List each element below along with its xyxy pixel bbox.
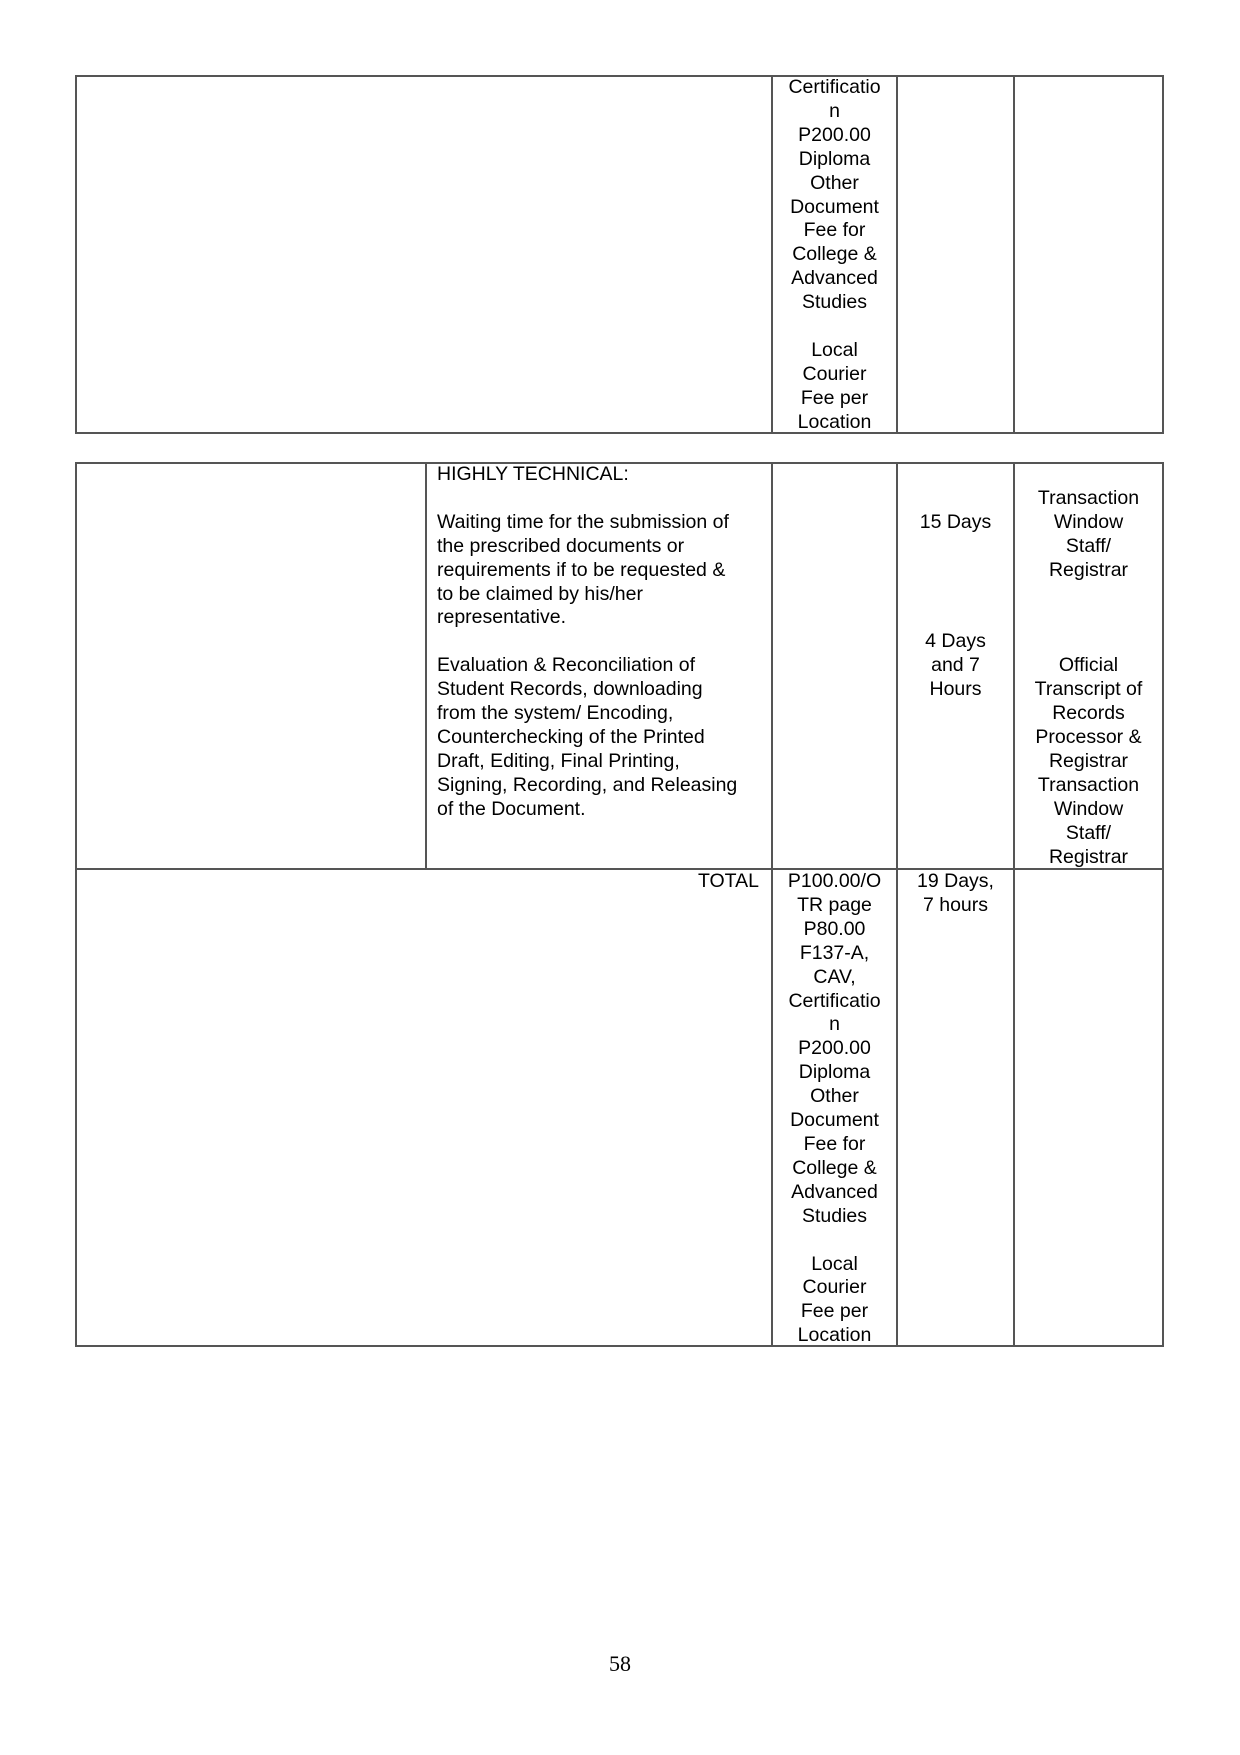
fee-cell: Certificatio n P200.00 Diploma Other Document Fee for College & Advanced Studies Local Courier Fee per Location bbox=[788, 76, 881, 433]
table-border bbox=[1013, 75, 1015, 433]
total-fees-cell: P100.00/O TR page P80.00 F137-A, CAV, Certificatio n P200.00 Diploma Other Document Fee for College & Advanced Studies Local Courier Fee per Location bbox=[787, 870, 882, 1347]
table-border bbox=[75, 75, 1164, 77]
table-border bbox=[896, 75, 898, 433]
total-label: TOTAL bbox=[697, 870, 759, 892]
table-border bbox=[75, 432, 1164, 434]
processing-time-cell: 15 Days 4 Days and 7 Hours bbox=[919, 510, 992, 701]
total-processing-time-cell: 19 Days, 7 hours bbox=[917, 870, 994, 916]
table-border bbox=[1162, 75, 1164, 433]
table-border bbox=[1162, 462, 1164, 1346]
agency-action-cell: HIGHLY TECHNICAL: Waiting time for the submission of the prescribed documents or requirements if to be requested & to be claimed by his/her representative. Evaluation & Reconciliation of Student Records, downloading from the system/ Encoding, Counterchecking of the Printed Draft, Editing, Final Printing, Signing, Recording, and Releasing of the Document. bbox=[437, 463, 738, 820]
table-border bbox=[425, 462, 427, 869]
table-border bbox=[75, 462, 77, 1346]
page-number: 58 bbox=[609, 1651, 631, 1676]
table-border bbox=[75, 75, 77, 433]
person-responsible-cell: Transaction Window Staff/ Registrar Official Transcript of Records Processor & Registrar Transaction Window Staff/ Registrar bbox=[1034, 486, 1143, 868]
table-border bbox=[75, 1345, 1164, 1347]
